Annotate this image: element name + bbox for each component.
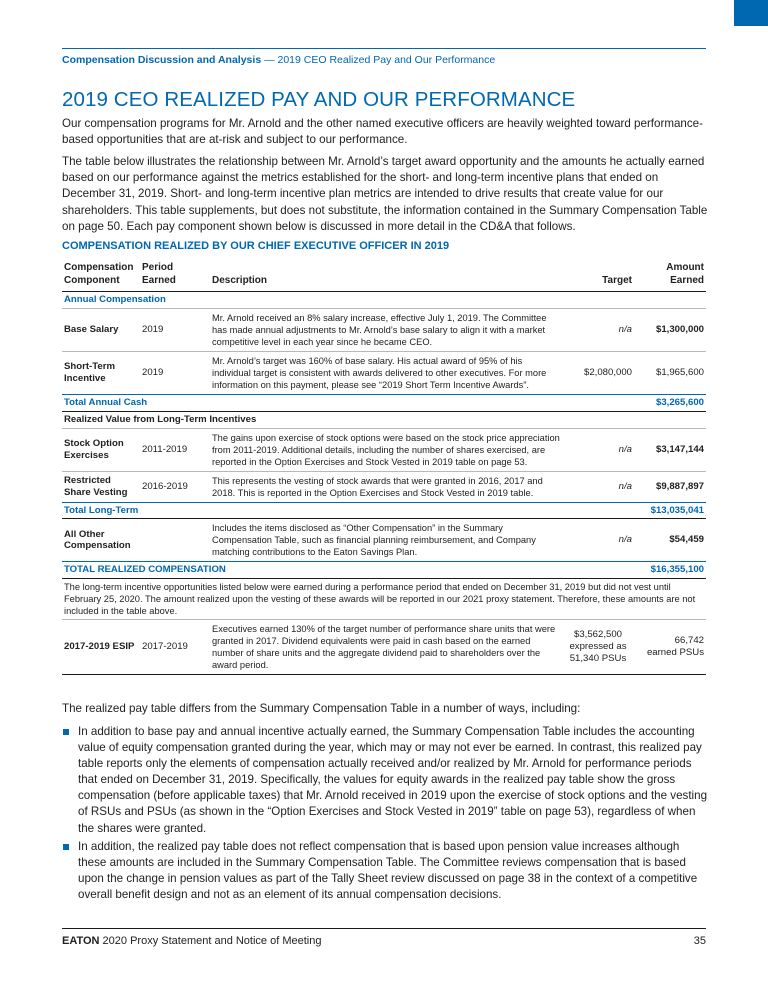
list-item xyxy=(62,724,710,837)
cell-description: Includes the items disclosed as “Other Compensation” in the Summary Compensation Table, such as financial planning reimbursement, and Company matching contributions to the Eaton Savings Plan. xyxy=(210,519,562,562)
list-item-text: In addition, the realized pay table does not reflect compensation that is based upon pension value increases although these amounts are included in the Summary Compensation Table. The Committee reviews compensation that is based upon the change in pension values as part of the Tally Sheet review discussed on page 38 in the context of a competitive overall benefit design and not as an element of its annual compensation decisions. xyxy=(78,839,698,901)
differences-list xyxy=(62,724,710,905)
cell-component: Restricted Share Vesting xyxy=(62,471,140,502)
header-period: Period Earned xyxy=(140,260,210,292)
cell-target: n/a xyxy=(562,308,634,351)
table-title: COMPENSATION REALIZED BY OUR CHIEF EXECUTIVE OFFICER IN 2019 xyxy=(62,240,450,252)
esip-target-line1: $3,562,500 xyxy=(573,629,622,641)
table-intro-paragraph: The table below illustrates the relationship between Mr. Arnold’s target award opportunity and the amounts he actually earned based on our performance against the metrics established for the short- and long-term incentive plans that ended on December 31, 2019. Short- and long-term incentive plan metrics are intended to drive results that create value for our shareholders. This table supplements, but does not substitute, the information contained in the Summary Compensation Table on page 50. Each pay component shown below is discussed in more detail in the CD&A that follows. xyxy=(62,155,708,233)
intro-paragraph: Our compensation programs for Mr. Arnold and the other named executive officers are heavily weighted toward performance-based opportunities that are at-risk and subject to our performance. xyxy=(62,117,703,147)
total-annual-label: Total Annual Cash xyxy=(62,394,634,411)
long-term-section-row xyxy=(62,411,706,428)
table-row-restricted xyxy=(62,471,706,502)
esip-amount-line1: 66,742 xyxy=(674,635,704,647)
cell-amount xyxy=(634,620,706,675)
cell-component: Short-Term Incentive xyxy=(62,351,140,394)
esip-target-line2: expressed as xyxy=(569,641,627,653)
compensation-table xyxy=(62,260,706,675)
cell-target xyxy=(562,620,634,675)
total-realized-label: TOTAL REALIZED COMPENSATION xyxy=(62,562,634,579)
cell-period xyxy=(140,519,210,562)
section-header xyxy=(62,48,706,66)
cell-description: Executives earned 130% of the target number of performance share units that were granted in 2017. Dividend equivalents were paid in cash based on the earned number of share units and the aggregate dividend paid to shareholders over the award period. xyxy=(210,620,562,675)
esip-target-line3: 51,340 PSUs xyxy=(569,653,627,665)
table-note-row xyxy=(62,579,706,620)
footer-text: 2020 Proxy Statement and Notice of Meeting xyxy=(99,935,322,947)
corner-accent-block xyxy=(734,0,768,26)
header-amount: Amount Earned xyxy=(634,260,706,292)
annual-section-row xyxy=(62,292,706,309)
cell-component: Base Salary xyxy=(62,308,140,351)
section-header-bold: Compensation Discussion and Analysis xyxy=(62,54,262,66)
list-item-text: In addition to base pay and annual incentive actually earned, the Summary Compensation Table includes the accounting value of equity compensation granted during the year, which may or may not ever be earned. In contrast, this realized pay table reports only the elements of compensation actually received and/or realized by Mr. Arnold for performance periods that ended on December 31, 2019. Specifically, the values for equity awards in the realized pay table show the gross compensation (before applicable taxes) that Mr. Arnold received in 2019 upon the exercise of stock options and the vesting of RSUs and PSUs (as shown in the “Option Exercises and Stock Vested in 2019” table on page 53), regardless of when the shares were granted. xyxy=(78,725,708,835)
cell-component: 2017-2019 ESIP xyxy=(62,620,140,675)
table-row-stock-option xyxy=(62,428,706,471)
list-item xyxy=(62,839,710,903)
cell-period: 2011-2019 xyxy=(140,428,210,471)
table-row-base-salary xyxy=(62,308,706,351)
cell-amount: $54,459 xyxy=(634,519,706,562)
cell-amount: $3,147,144 xyxy=(634,428,706,471)
table-row-esip xyxy=(62,620,706,675)
total-annual-amount: $3,265,600 xyxy=(634,394,706,411)
cell-period: 2019 xyxy=(140,308,210,351)
cell-amount: $1,300,000 xyxy=(634,308,706,351)
header-component: Compensation Component xyxy=(62,260,140,292)
annual-section-label: Annual Compensation xyxy=(62,292,706,309)
cell-period: 2017-2019 xyxy=(140,620,210,675)
cell-component: Stock Option Exercises xyxy=(62,428,140,471)
page-footer xyxy=(62,928,706,947)
table-row-all-other xyxy=(62,519,706,562)
cell-target: n/a xyxy=(562,428,634,471)
cell-description: Mr. Arnold’s target was 160% of base salary. His actual award of 95% of his individual target is consistent with awards delivered to other executives. For more information on this payment, please see “2019 Short Term Incentive Awards”. xyxy=(210,351,562,394)
footer-brand: EATON xyxy=(62,935,100,947)
total-realized-amount: $16,355,100 xyxy=(634,562,706,579)
total-long-amount: $13,035,041 xyxy=(634,502,706,519)
bullet-square-icon xyxy=(63,844,69,850)
esip-amount-line2: earned PSUs xyxy=(646,647,704,659)
total-long-row xyxy=(62,502,706,519)
cell-target: n/a xyxy=(562,471,634,502)
cell-amount: $1,965,600 xyxy=(634,351,706,394)
cell-amount: $9,887,897 xyxy=(634,471,706,502)
table-note: The long-term incentive opportunities listed below were earned during a performance period that ended on December 31, 2019 but did not vest until February 25, 2020. The amount realized upon the vesting of these awards will be reported in our 2021 proxy statement. Therefore, these amounts are not included in the table above. xyxy=(62,579,706,620)
cell-description: The gains upon exercise of stock options were based on the stock price appreciation from 2011-2019. Additional details, including the number of shares exercised, are reported in the Option Exercises and Stock Vested in 2019 table on page 53. xyxy=(210,428,562,471)
cell-period: 2019 xyxy=(140,351,210,394)
table-row-short-term xyxy=(62,351,706,394)
total-long-label: Total Long-Term xyxy=(62,502,634,519)
cell-target: n/a xyxy=(562,519,634,562)
cell-description: Mr. Arnold received an 8% salary increase, effective July 1, 2019. The Committee has made annual adjustments to Mr. Arnold’s base salary to align it with a market competitive level in each year since he became CEO. xyxy=(210,308,562,351)
total-realized-row xyxy=(62,562,706,579)
differences-intro: The realized pay table differs from the Summary Compensation Table in a number of ways, including: xyxy=(62,702,581,715)
header-target: Target xyxy=(562,260,634,292)
header-description: Description xyxy=(210,260,562,292)
table-header-row xyxy=(62,260,706,292)
cell-component: All Other Compensation xyxy=(62,519,140,562)
bullet-square-icon xyxy=(63,729,69,735)
cell-description: This represents the vesting of stock awards that were granted in 2016, 2017 and 2018. This is reported in the Option Exercises and Stock Vested in 2019 table. xyxy=(210,471,562,502)
cell-target: $2,080,000 xyxy=(562,351,634,394)
total-annual-row xyxy=(62,394,706,411)
page-number: 35 xyxy=(693,935,706,947)
page-title: 2019 CEO REALIZED PAY AND OUR PERFORMANCE xyxy=(62,88,576,111)
long-term-section-label: Realized Value from Long-Term Incentives xyxy=(62,411,706,428)
section-header-rest: — 2019 CEO Realized Pay and Our Performance xyxy=(261,54,496,66)
cell-period: 2016-2019 xyxy=(140,471,210,502)
